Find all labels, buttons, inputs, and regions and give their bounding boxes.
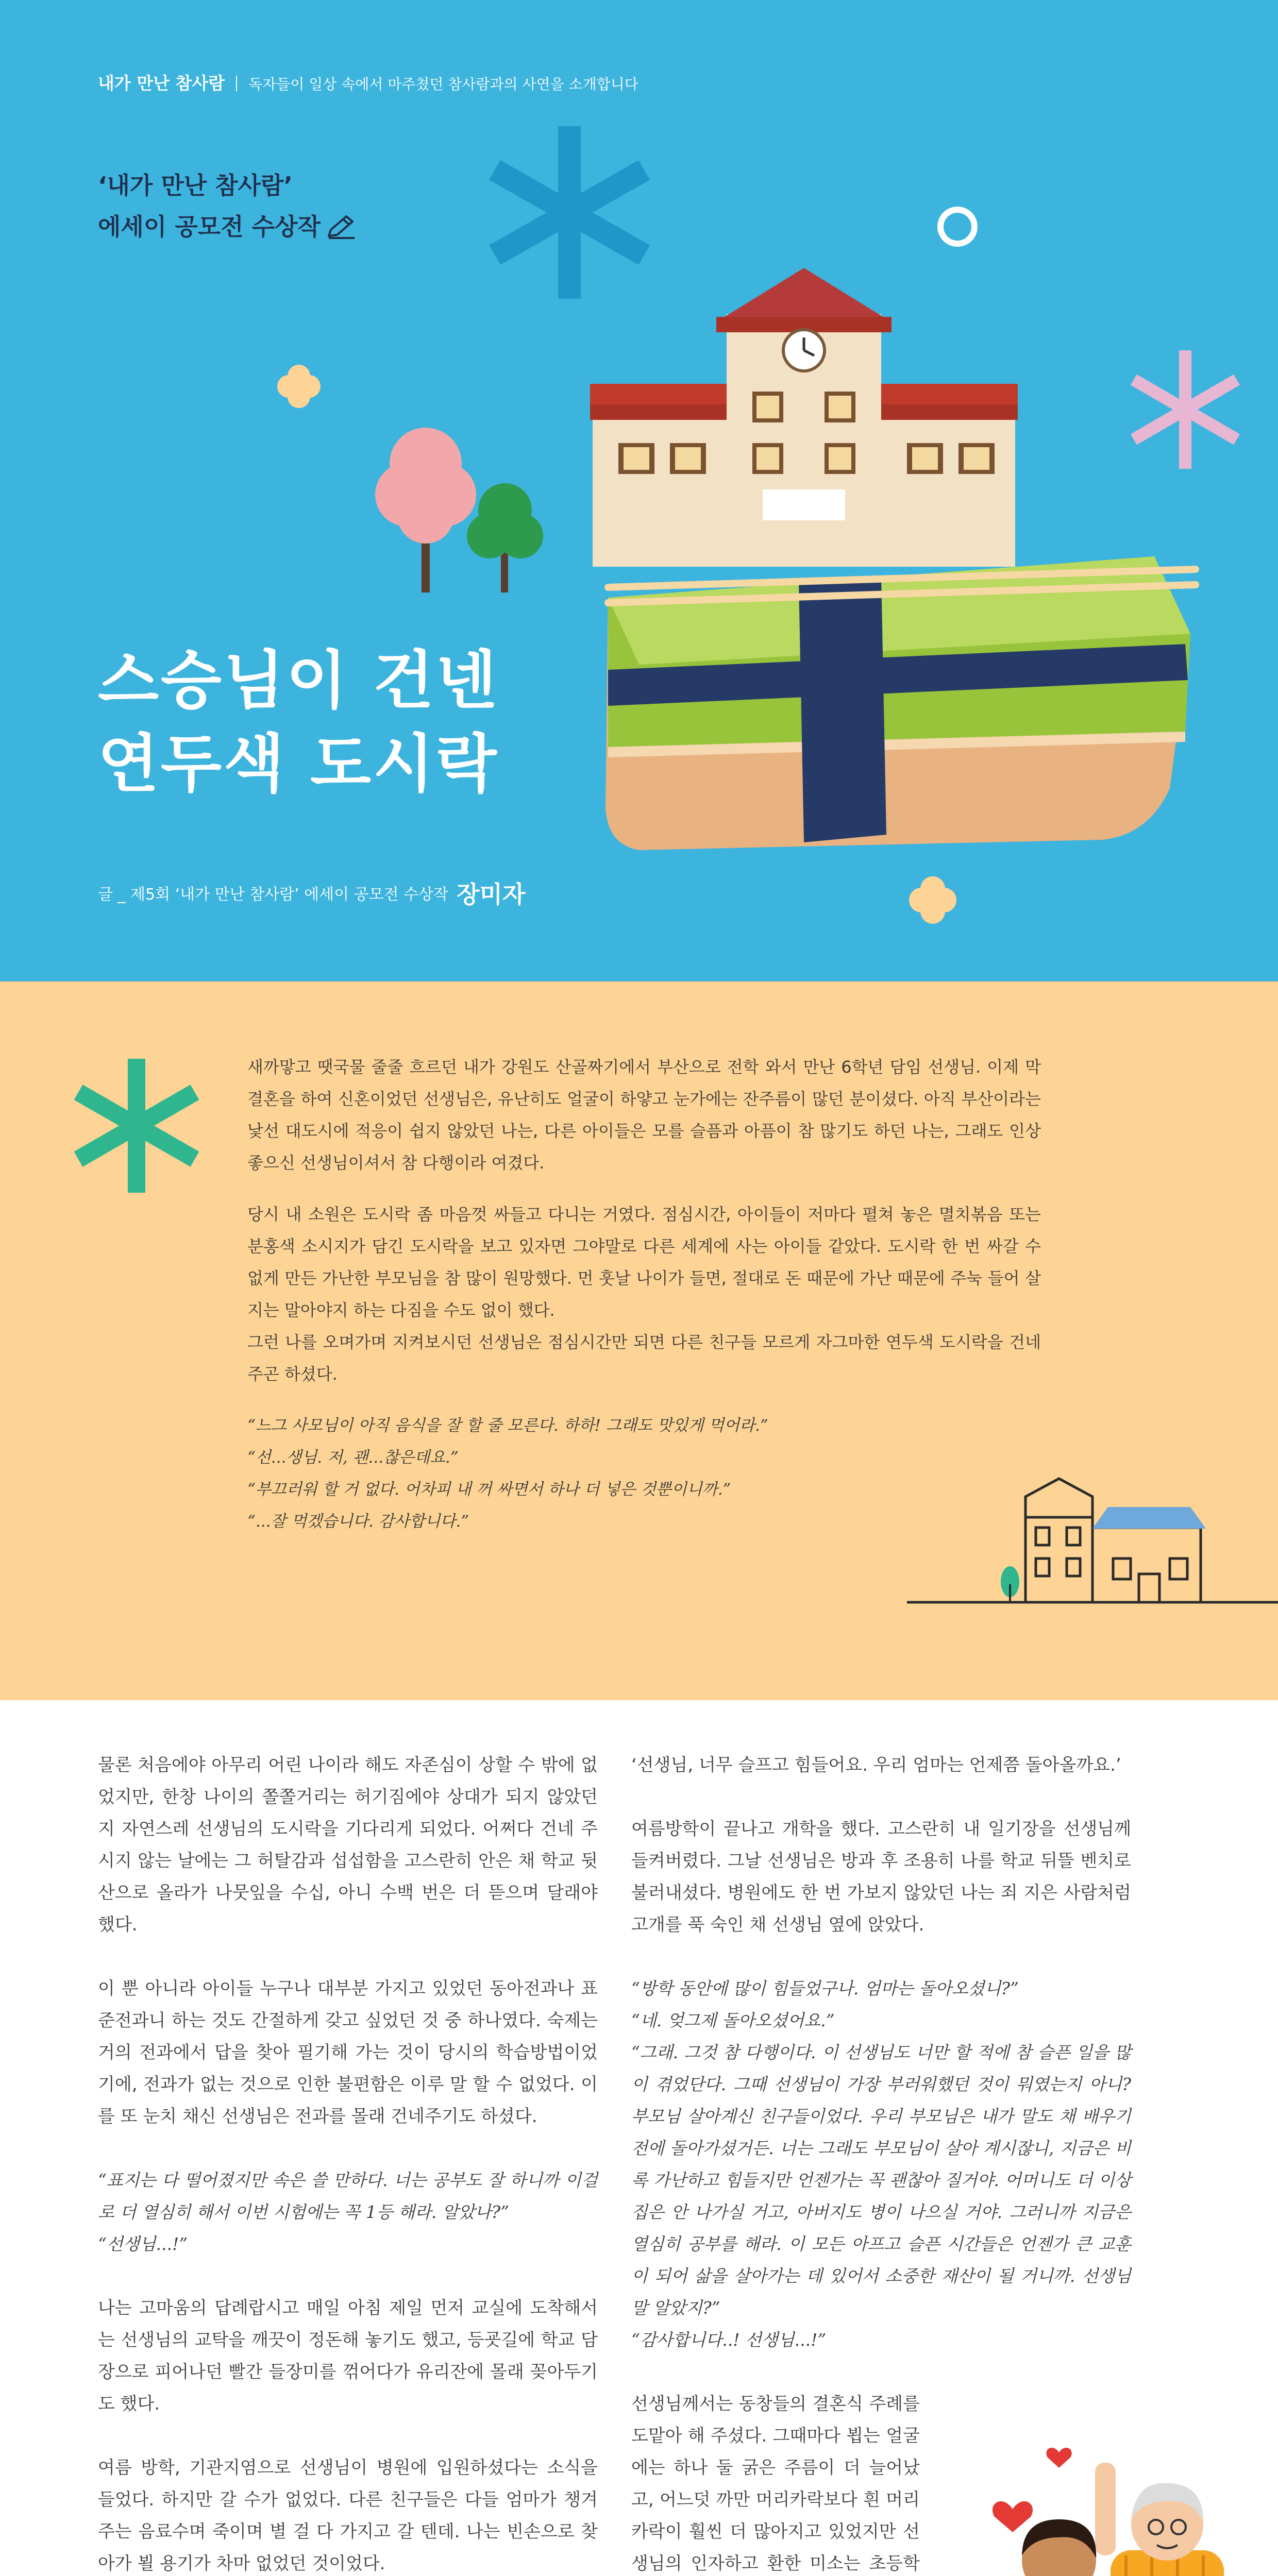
pink-asterisk-icon: [1134, 350, 1237, 469]
tree-icon: [467, 483, 543, 592]
tree-icon: [375, 428, 476, 592]
pencil-icon: [326, 210, 356, 251]
ring-icon: [940, 210, 974, 244]
title-line2: 연두색 도시락: [98, 727, 499, 801]
clover-icon: [277, 365, 321, 408]
hero-illustration: [0, 0, 1278, 981]
lunchbox-icon: [606, 556, 1196, 850]
section-name: 내가 만난 참사람: [98, 73, 225, 93]
green-asterisk-icon: [78, 1059, 195, 1193]
body-left-column: [98, 1749, 598, 2576]
teacher-figure: [1095, 2463, 1224, 2576]
section-header: [98, 70, 638, 94]
dialogue-line: “네. 엊그제 돌아오셨어요.”: [631, 2010, 835, 2030]
award-label-line2-wrap: [98, 206, 356, 251]
dialogue-line: “부끄러워 할 거 없다. 어차피 내 꺼 싸면서 하나 더 넣은 것뿐이니까.”: [247, 1480, 731, 1499]
body-paragraph: 선생님께서는 동창들의 결혼식 주례를 도맡아 해 주셨다. 그때마다 뵙는 얼굴에는 하나 둘 굵은 주름이 더 늘어났고, 어느덧 까만 머리카락보다 흰 머리카락이 훨씬 더 많아지고 있었지만 선생님의 인자하고 환한 미소는 초등학: [631, 2394, 920, 2574]
dialogue-line: “방학 동안에 많이 힘들었구나. 엄마는 돌아오셨니?”: [631, 1978, 1019, 1998]
page-title: [98, 639, 499, 806]
tree-icon: [1001, 1566, 1019, 1602]
header-divider: [236, 76, 237, 91]
diary-entry: ‘선생님, 너무 슬프고 힘들어요. 우리 엄마는 언제쯤 돌아올까요.’: [631, 1755, 1121, 1775]
body-paragraph: 여름 방학, 기관지염으로 선생님이 병원에 입원하셨다는 소식을 들었다. 하지만 갈 수가 없었다. 다른 친구들은 다들 엄마가 챙겨주는 음료수며 죽이며 별 걸 다 가지고 갈 텐데. 나는 빈손으로 찾아가 뵐 용기가 차마 없었던 것이었다.: [98, 2458, 598, 2574]
asterisk-icon: [495, 126, 644, 299]
intro-dialogue: [247, 1410, 1041, 1537]
intro-section: [0, 981, 1278, 1700]
award-label-line1: ‘내가 만난 참사람’: [98, 172, 293, 199]
byline: [98, 876, 525, 910]
clover-icon: [909, 876, 956, 924]
school-icon: [590, 268, 1018, 567]
award-label-line2: 에세이 공모전 수상작: [98, 213, 321, 241]
dialogue-line: “표지는 다 떨어졌지만 속은 쓸 만하다. 너는 공부도 잘 하니까 이걸로 더 열심히 해서 이번 시험에는 꼭 1등 해라. 알았나?”: [98, 2170, 598, 2222]
title-line1: 스승님이 건넨: [98, 644, 499, 717]
dialogue-line: “그래. 그것 참 다행이다. 이 선생님도 너만 할 적에 참 슬픈 일을 많이 겪었단다. 그때 선생님이 가장 부러워했던 것이 뭐였는지 아니? 부모님 살아계신 친구들이었다. 우리 부모님은 내가 말도 채 배우기 전에 돌아가셨거든. 너는 그래도 부모님이 살아 계시잖니, 지금은 비록 가난하고 힘들지만 언젠가는 꼭 괜찮아 질거야. 어머니도 더 이상 집은 안 나가실 거고, 아버지도 병이 나으실 거야. 그러니까 지금은 열심히 공부를 해라. 이 모든 아프고 슬픈 시간들은 언젠가 큰 교훈이 되어 삶을 살아가는 데 있어서 소중한 재산이 될 거니까. 선생님 말 알았지?”: [631, 2042, 1131, 2318]
heart-icon: [993, 2501, 1033, 2532]
award-label: [98, 165, 356, 251]
roof-shape: [1092, 1507, 1206, 1529]
intro-text: [247, 1051, 1041, 1537]
dialogue-block: [98, 2164, 598, 2260]
body-paragraph: 이 뿐 아니라 아이들 누구나 대부분 가지고 있었던 동아전과나 표준전과니 하는 것도 간절하게 갖고 싶었던 것 중 하나였다. 숙제는 거의 전과에서 답을 찾아 필기해 가는 것이 당시의 학습방법이었기에, 전과가 없는 것으로 인한 불편함은 이루 말 할 수 없었다. 이를 또 눈치 채신 선생님은 전과를 몰래 건네주기도 하셨다.: [98, 1978, 598, 2127]
dialogue-line: “...잘 먹겠습니다. 감사합니다.”: [247, 1512, 469, 1531]
intro-paragraph: 새까맣고 땟국물 줄줄 흐르던 내가 강원도 산골짜기에서 부산으로 전학 와서 만난 6학년 담임 선생님. 이제 막 결혼을 하여 신혼이었던 선생님은, 유난히도 얼굴이 하얗고 눈가에는 잔주름이 많던 분이셨다. 아직 부산이라는 낯선 대도시에 적응이 쉽지 않았던 나는, 다른 아이들은 모를 슬픔과 아픔이 참 많기도 하던 나는, 그래도 인상 좋으신 선생님이셔서 참 다행이라 여겼다.: [247, 1057, 1041, 1173]
heart-icon: [1046, 2448, 1071, 2468]
dialogue-line: “선생님...!”: [98, 2234, 188, 2254]
body-paragraph: 물론 처음에야 아무리 어린 나이라 해도 자존심이 상할 수 밖에 없었지만, 한창 나이의 쫄쫄거리는 허기짐에야 상대가 되지 않았던지 자연스레 선생님의 도시락을 기다리게 되었다. 어쩌다 건네 주시지 않는 날에는 그 허탈감과 섭섭함을 고스란히 안은 채 학교 뒷산으로 올라가 나뭇잎을 수십, 아니 수백 번은 더 뜯으며 달래야 했다.: [98, 1755, 598, 1935]
author-name: 장미자: [457, 880, 526, 908]
teacher-student-illustration: [982, 2432, 1224, 2576]
intro-paragraph: 당시 내 소원은 도시락 좀 마음껏 싸들고 다니는 거였다. 점심시간, 아이들이 저마다 펼쳐 놓은 멸치볶음 또는 분홍색 소시지가 담긴 도시락을 보고 있자면 그야말로 다른 세계에 사는 아이들 같았다. 도시락 한 번 싸갈 수 없게 만든 가난한 부모님을 참 많이 원망했다. 먼 훗날 나이가 들면, 절대로 돈 때문에 가난 때문에 주눅 들어 살지는 말아야지 하는 다짐을 수도 없이 했다. 그런 나를 오며가며 지켜보시던 선생님은 점심시간만 되면 다른 친구들 모르게 자그마한 연두색 도시락을 건네주곤 하셨다.: [247, 1205, 1041, 1384]
body-paragraph: 나는 고마움의 답례랍시고 매일 아침 제일 먼저 교실에 도착해서는 선생님의 교탁을 깨끗이 정돈해 놓기도 했고, 등굣길에 학교 담장으로 피어나던 빨간 들장미를 꺾어다가 유리잔에 몰래 꽂아두기도 했다.: [98, 2298, 598, 2414]
hero-section: [0, 0, 1278, 981]
section-description: 독자들이 일상 속에서 마주쳤던 참사람과의 사연을 소개합니다: [248, 76, 638, 93]
body-paragraph: 여름방학이 끝나고 개학을 했다. 고스란히 내 일기장을 선생님께 들켜버렸다. 그날 선생님은 방과 후 조용히 나를 학교 뒤뜰 벤치로 불러내셨다. 병원에도 한 번 가보지 않았던 나는 죄 지은 사람처럼 고개를 푹 숙인 채 선생님 옆에 앉았다.: [631, 1819, 1131, 1935]
dialogue-block: [631, 1973, 1131, 2356]
dialogue-line: “감사합니다..! 선생님...!”: [631, 2330, 827, 2350]
byline-prefix: 글 _ 제5회 ‘내가 만난 참사람’ 에세이 공모전 수상작: [98, 886, 449, 904]
dialogue-line: “느그 사모님이 아직 음식을 잘 할 줄 모른다. 하하! 그래도 맛있게 먹어라.”: [247, 1416, 768, 1435]
dialogue-line: “선...생님. 저, 괜...찮은데요.”: [247, 1448, 459, 1467]
